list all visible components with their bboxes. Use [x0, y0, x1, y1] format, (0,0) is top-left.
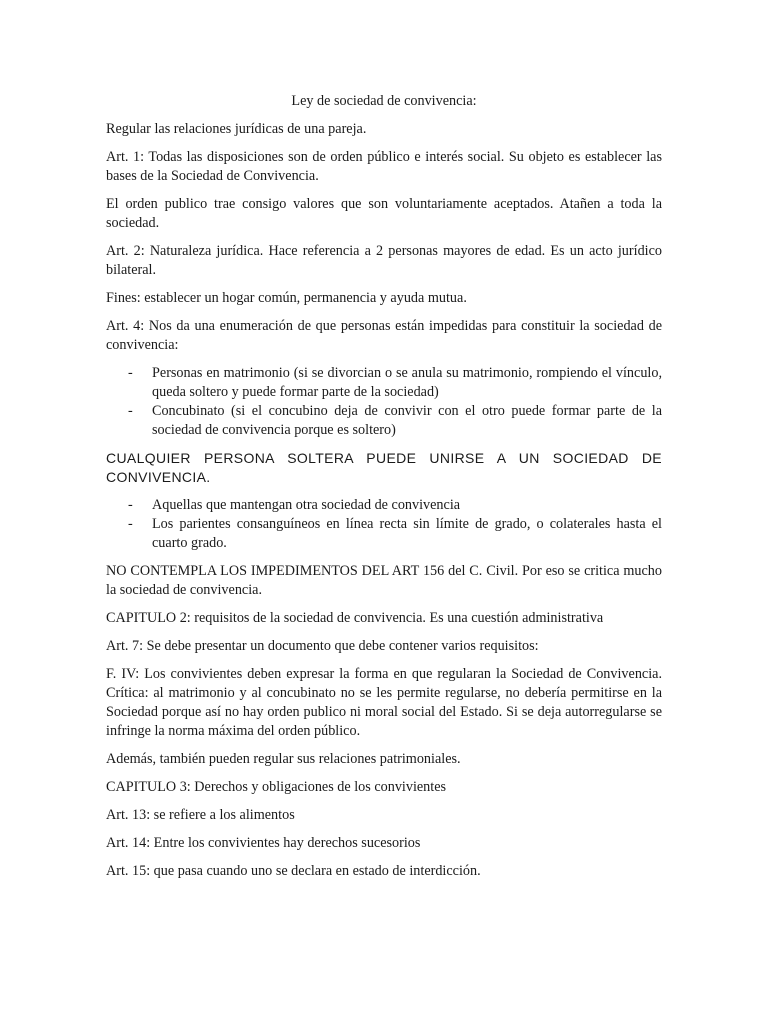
dash-list [106, 364, 662, 440]
paragraph: Además, también pueden regular sus relaciones patrimoniales. [106, 751, 461, 767]
dash-bullet: - [128, 497, 133, 513]
paragraph: Regular las relaciones jurídicas de una pareja. [106, 121, 367, 137]
list-item [106, 496, 662, 515]
paragraph: El orden publico trae consigo valores que son voluntariamente aceptados. Atañen a toda la sociedad. [106, 196, 662, 231]
dash-bullet: - [128, 365, 133, 381]
paragraph: CAPITULO 3: Derechos y obligaciones de los convivientes [106, 779, 447, 795]
paragraph: Fines: establecer un hogar común, permanencia y ayuda mutua. [106, 290, 467, 306]
list-item-text: Los parientes consanguíneos en línea recta sin límite de grado, o colaterales hasta el cuarto grado. [152, 516, 662, 551]
paragraph: Art. 4: Nos da una enumeración de que personas están impedidas para constituir la sociedad de convivencia: [106, 318, 662, 353]
list-item [106, 515, 662, 553]
list-item [106, 402, 662, 440]
document-body [106, 120, 662, 881]
list-item [106, 364, 662, 402]
paragraph: Art. 14: Entre los convivientes hay derechos sucesorios [106, 835, 421, 851]
paragraph: Art. 1: Todas las disposiciones son de orden público e interés social. Su objeto es establecer las bases de la Sociedad de Convivencia. [106, 149, 662, 184]
list-item-text: Aquellas que mantengan otra sociedad de convivencia [152, 497, 461, 513]
paragraph: CAPITULO 2: requisitos de la sociedad de convivencia. Es una cuestión administrativa [106, 610, 604, 626]
document-title: Ley de sociedad de convivencia: [291, 93, 477, 109]
paragraph: Art. 7: Se debe presentar un documento que debe contener varios requisitos: [106, 638, 539, 654]
document-page [106, 92, 662, 890]
paragraph: Art. 15: que pasa cuando uno se declara en estado de interdicción. [106, 863, 481, 879]
paragraph: F. IV: Los convivientes deben expresar la forma en que regularan la Sociedad de Convivencia. Crítica: al matrimonio y al concubinato no se les permite regularse, no debería permitirse en la Sociedad porque así no hay orden publico ni moral social del Estado. Si se deja autorregularse se infringe la norma máxima del orden público. [106, 666, 662, 739]
paragraph: NO CONTEMPLA LOS IMPEDIMENTOS DEL ART 156 del C. Civil. Por eso se critica mucho la sociedad de convivencia. [106, 563, 662, 598]
dash-bullet: - [128, 516, 133, 532]
dash-list [106, 496, 662, 553]
paragraph: Art. 13: se refiere a los alimentos [106, 807, 295, 823]
paragraph: Art. 2: Naturaleza jurídica. Hace referencia a 2 personas mayores de edad. Es un acto jurídico bilateral. [106, 243, 662, 278]
list-item-text: Personas en matrimonio (si se divorcian o se anula su matrimonio, rompiendo el vínculo, queda soltero y puede formar parte de la sociedad) [152, 365, 662, 400]
dash-bullet: - [128, 403, 133, 419]
list-item-text: Concubinato (si el concubino deja de convivir con el otro puede formar parte de la sociedad de convivencia porque es soltero) [152, 403, 662, 438]
emphasis-paragraph: CUALQUIER PERSONA SOLTERA PUEDE UNIRSE A UN SOCIEDAD DE CONVIVENCIA. [106, 450, 662, 485]
